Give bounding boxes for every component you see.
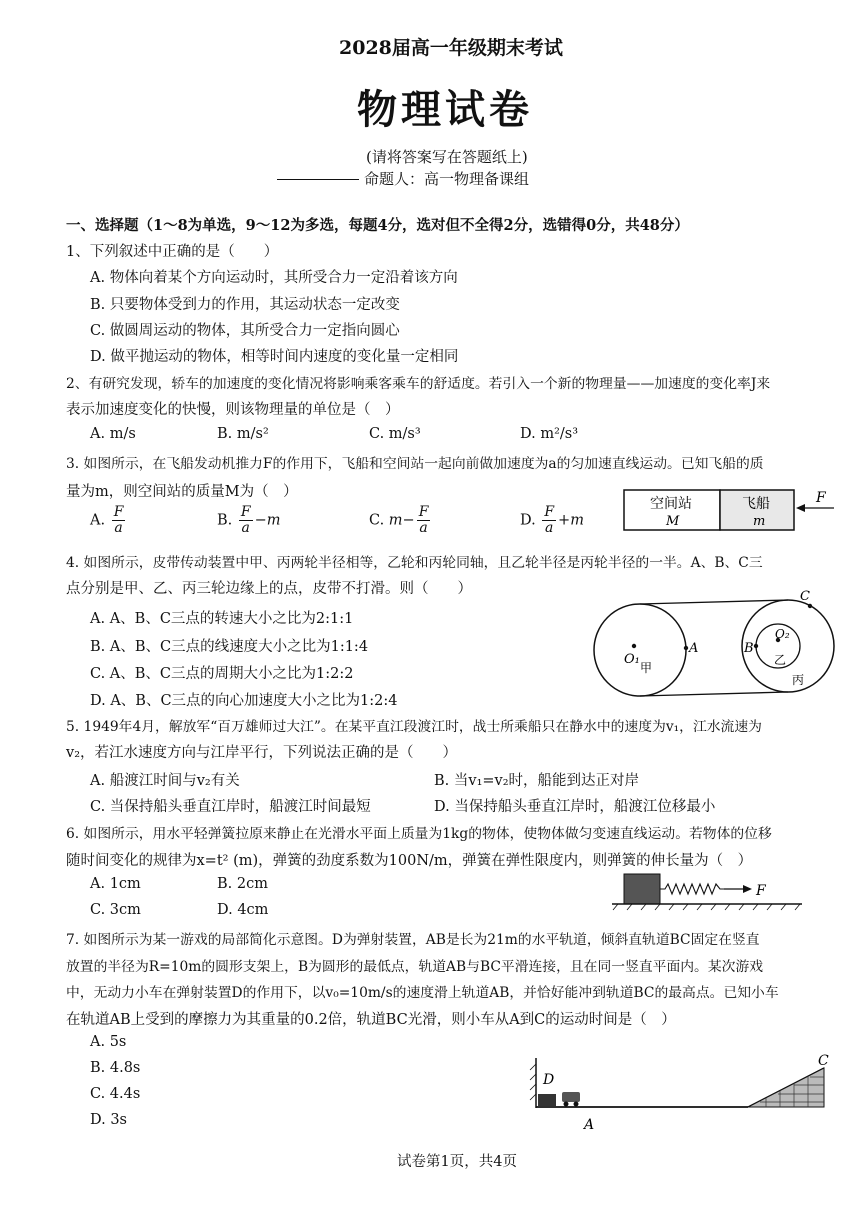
cart (562, 1092, 580, 1102)
q7-option-b: B. 4.8s (90, 1060, 141, 1076)
cart-wheel-back (574, 1102, 579, 1107)
q4-line1: 4. 如图所示，皮带传动装置中甲、丙两轮半径相等，乙轮和丙轮同轴，且乙轮半径是丙轮半径的一半。A、B、C三 (66, 555, 763, 571)
subject-title: 物理试卷 (357, 86, 533, 133)
q7-line4: 在轨道AB上受到的摩擦力为其重量的0.2倍，轨道BC光滑，则小车从A到C的运动时间是（ ） (66, 1012, 676, 1028)
label-o2: O₂ (775, 627, 790, 641)
ship-mass-label: m (753, 514, 766, 529)
q7-line1: 7. 如图所示为某一游戏的局部简化示意图。D为弹射装置，AB是长为21m的水平轨道，倾斜直轨道BC固定在竖直 (66, 932, 760, 948)
q6-line1: 6. 如图所示，用水平轻弹簧拉原来静止在光滑水平面上质量为1kg的物体，使物体做匀变速直线运动。若物体的位移 (66, 826, 772, 842)
belt-top (640, 600, 788, 604)
station-mass-label: M (666, 514, 680, 529)
q2-option-b: B. m/s² (217, 426, 269, 442)
q5-line1: 5. 1949年4月，解放军“百万雄师过大江”。在某平直江段渡江时，战士所乘船只在静水中的速度为v₁，江水流速为 (66, 719, 762, 735)
q3-option-d: D. $\frac{F}{a}$ +m (520, 504, 584, 536)
q7-option-a: A. 5s (90, 1034, 127, 1050)
q4-option-a: A. A、B、C三点的转速大小之比为2:1:1 (90, 611, 354, 627)
q2-line1: 2、有研究发现，轿车的加速度的变化情况将影响乘客乘车的舒适度。若引入一个新的物理量——加速度的变化率J来 (66, 376, 771, 392)
label-b: B (744, 641, 754, 656)
ship-label: 飞船 (742, 496, 770, 512)
q3-option-b: B. $\frac{F}{a}$ −m (217, 504, 281, 536)
q6-line2: 随时间变化的规律为x=t² (m)，弹簧的劲度系数为100N/m，弹簧在弹性限度内，则弹簧的伸长量为（ ） (66, 853, 753, 869)
q5-option-d: D. 当保持船头垂直江岸时，船渡江位移最小 (434, 799, 716, 815)
exam-title: 2028届高一年级期末考试 (339, 37, 563, 59)
q5-option-a: A. 船渡江时间与v₂有关 (90, 773, 240, 789)
ground-hatching (613, 904, 800, 910)
section-heading: 一、选择题（1～8为单选，9～12为多选，每题4分，选对但不全得2分，选错得0分，共48分） (66, 217, 689, 234)
belt-bottom (640, 692, 788, 696)
q1-option-d: D. 做平抛运动的物体，相等时间内速度的变化量一定相同 (90, 349, 459, 365)
q4-option-d: D. A、B、C三点的向心加速度大小之比为1:2:4 (90, 693, 398, 709)
label-d: D (543, 1072, 555, 1088)
q1-option-b: B. 只要物体受到力的作用，其运动状态一定改变 (90, 297, 400, 313)
author-line: 命题人：高一物理备课组 (364, 170, 530, 188)
q5-option-b: B. 当v₁=v₂时，船能到达正对岸 (434, 773, 640, 789)
q6-option-d: D. 4cm (217, 902, 269, 918)
label-jia: 甲 (640, 661, 653, 675)
point-c (808, 604, 812, 608)
q2-line2: 表示加速度变化的快慢，则该物理量的单位是（ ） (66, 402, 400, 418)
point-a (684, 646, 688, 650)
center-o1 (632, 644, 636, 648)
q3-option-a: A. $\frac{F}{a}$ (90, 504, 124, 536)
force-label: F (756, 883, 766, 899)
spring (660, 884, 724, 894)
author-rule (277, 179, 359, 180)
q1-option-c: C. 做圆周运动的物体，其所受合力一定指向圆心 (90, 323, 400, 339)
q5-option-c: C. 当保持船头垂直江岸时，船渡江时间最短 (90, 799, 371, 815)
q7-line3: 中，无动力小车在弹射装置D的作用下，以v₀=10m/s的速度滑上轨道AB，并恰好能冲到轨道BC的最高点。已知小车 (66, 985, 779, 1001)
answer-note: (请将答案写在答题纸上) (366, 148, 528, 166)
q2-option-d: D. m²/s³ (520, 426, 579, 442)
q4-option-c: C. A、B、C三点的周期大小之比为1:2:2 (90, 666, 354, 682)
block (624, 874, 660, 904)
q4-option-b: B. A、B、C三点的线速度大小之比为1:1:4 (90, 639, 369, 655)
point-b (754, 644, 758, 648)
label-c: C (818, 1053, 829, 1069)
q7-option-c: C. 4.4s (90, 1086, 141, 1102)
q3-line1: 3. 如图所示，在飞船发动机推力F的作用下，飞船和空间站一起向前做加速度为a的匀加速直线运动。已知飞船的质 (66, 456, 764, 472)
force-label: F (816, 490, 826, 506)
label-a: A (584, 1117, 595, 1133)
station-label: 空间站 (650, 496, 692, 512)
label-bing: 丙 (792, 673, 805, 687)
label-o1: O₁ (624, 652, 640, 667)
label-c: C (800, 589, 810, 604)
q3-figure (620, 486, 840, 536)
q4-line2: 点分别是甲、乙、丙三轮边缘上的点，皮带不打滑。则（ ） (66, 581, 472, 597)
q6-option-b: B. 2cm (217, 876, 268, 892)
q5-line2: v₂，若江水速度方向与江岸平行，下列说法正确的是（ ） (66, 745, 458, 761)
support-frame (748, 1068, 824, 1107)
force-arrowhead (743, 885, 752, 893)
wheel-jia (594, 604, 686, 696)
q7-option-d: D. 3s (90, 1112, 127, 1128)
q6-option-c: C. 3cm (90, 902, 141, 918)
q4-figure (588, 584, 844, 708)
q6-option-a: A. 1cm (90, 876, 141, 892)
launcher-d (538, 1094, 556, 1106)
wall-hatching (530, 1064, 536, 1100)
q6-figure (610, 868, 806, 916)
q3-line2: 量为m，则空间站的质量M为（ ） (66, 484, 298, 500)
label-a: A (689, 641, 699, 656)
q1-option-a: A. 物体向着某个方向运动时，其所受合力一定沿着该方向 (90, 270, 458, 286)
q2-option-a: A. m/s (90, 426, 136, 442)
q2-option-c: C. m/s³ (369, 426, 421, 442)
q7-figure (526, 1052, 838, 1134)
label-yi: 乙 (774, 653, 787, 667)
q7-line2: 放置的半径为R=10m的圆形支架上，B为圆形的最低点，轨道AB与BC平滑连接，且在同一竖直平面内。某次游戏 (66, 959, 764, 975)
q1-stem: 1、下列叙述中正确的是（ ） (66, 244, 279, 260)
cart-wheel-front (564, 1102, 569, 1107)
q3-option-c: C. m− $\frac{F}{a}$ (369, 504, 429, 536)
force-arrowhead (796, 504, 805, 512)
page-footer: 试卷第1页，共4页 (397, 1154, 517, 1170)
